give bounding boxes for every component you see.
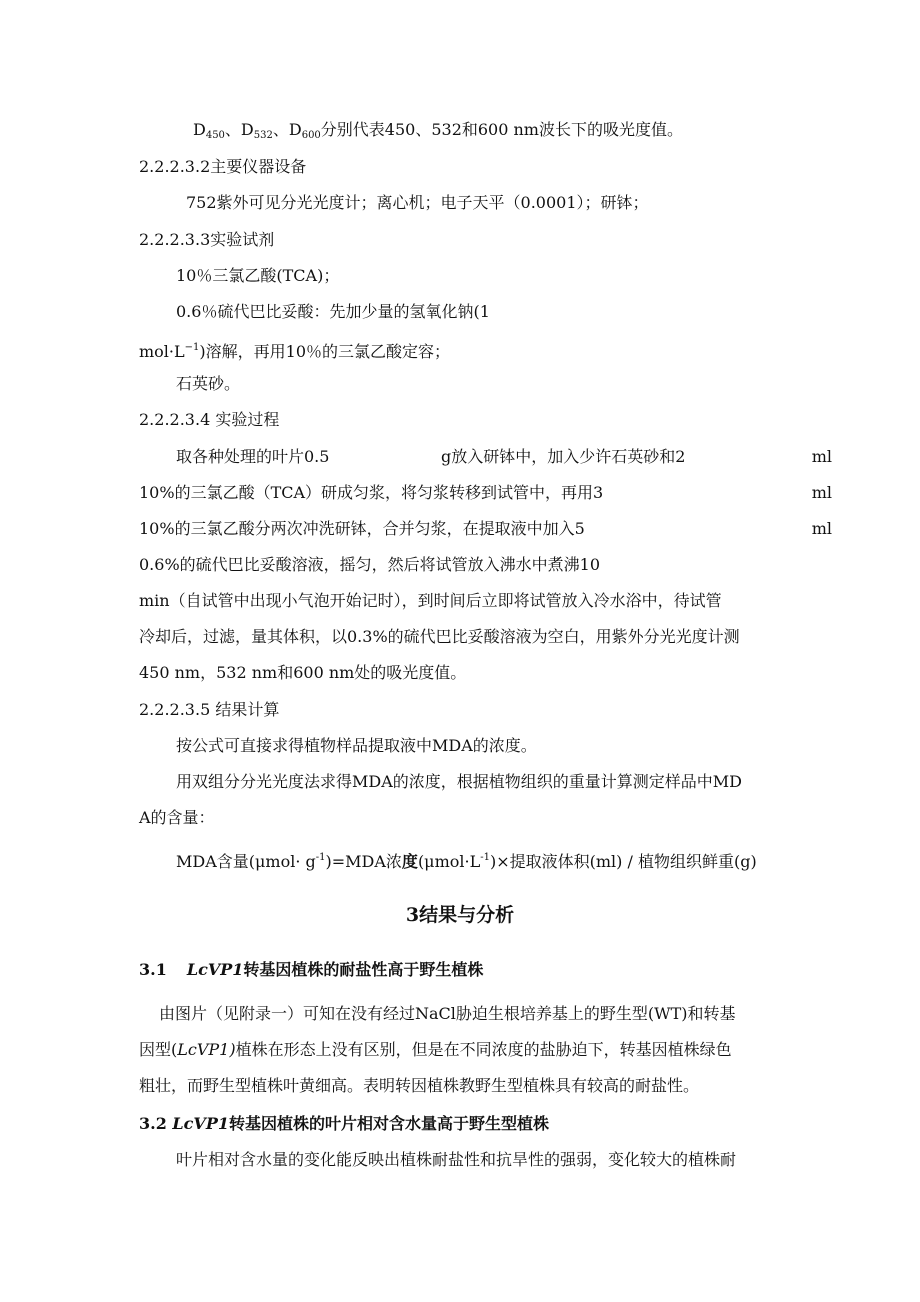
heading-2-2-2-3-4: 2.2.2.3.4 实验过程 (139, 410, 280, 429)
procedure-line-3-unit: ml (811, 519, 832, 538)
section-3-1-line-2: 因型(LcVP1)植株在形态上没有区别，但是在不同浓度的盐胁迫下，转基因植株绿色 (139, 1040, 732, 1059)
procedure-line-1b: g放入研钵中，加入少许石英砂和2 (441, 447, 686, 466)
reagent-tba: 0.6％硫代巴比妥酸：先加少量的氢氧化钠(1 (176, 302, 490, 321)
section-3-1-line-3: 粗壮，而野生型植株叶黄细高。表明转因植株教野生型植株具有较高的耐盐性。 (139, 1076, 700, 1095)
section-3-1-heading: 3.1 LcVP1转基因植株的耐盐性高于野生植株 (139, 960, 484, 979)
instruments-text: 752紫外可见分光光度计；离心机；电子天平（0.0001）；研钵； (186, 193, 649, 212)
section-3-2-heading: 3.2 LcVP1转基因植株的叶片相对含水量高于野生型植株 (139, 1114, 549, 1133)
calculation-line-2: 用双组分分光光度法求得MDA的浓度，根据植物组织的重量计算测定样品中MD (176, 772, 742, 791)
reagent-quartz-sand: 石英砂。 (176, 374, 241, 393)
calculation-line-1: 按公式可直接求得植物样品提取液中MDA的浓度。 (176, 736, 537, 755)
section-3-title: 3结果与分析 (405, 904, 515, 926)
procedure-line-3: 10%的三氯乙酸分两次冲洗研钵，合并匀浆，在提取液中加入5 (139, 519, 585, 538)
mda-formula: MDA含量$(\mu mol\cdot g^{-1})=MDA$浓度$(\mu mol\cdot L^{-1})\times$提取液体积(ml) / 植物组织鲜重(g) (176, 852, 757, 871)
heading-2-2-2-3-2: 2.2.2.3.2主要仪器设备 (139, 157, 307, 176)
procedure-line-6: 冷却后，过滤，量其体积，以0.3%的硫代巴比妥酸溶液为空白，用紫外分光光度计测 (139, 627, 740, 646)
procedure-line-5: min（自试管中出现小气泡开始记时），到时间后立即将试管放入冷水浴中，待试管 (139, 591, 722, 610)
heading-2-2-2-3-3: 2.2.2.3.3实验试剂 (139, 230, 275, 249)
procedure-line-7: 450 nm，532 nm和600 nm处的吸光度值。 (139, 663, 467, 682)
procedure-line-2: 10%的三氯乙酸（TCA）研成匀浆，将匀浆转移到试管中，再用3 (139, 483, 604, 502)
procedure-line-1c: ml (811, 447, 832, 466)
procedure-line-1a: 取各种处理的叶片0.5 (176, 447, 330, 466)
reagent-tba-cont: $mol\cdot L^{-1}$)溶解，再用10％的三氯乙酸定容； (139, 342, 450, 361)
absorbance-definition: $D_{450}$、$D_{532}$、$D_{600}$分别代表450、532和600 nm波长下的吸光度值。 (193, 120, 683, 141)
procedure-line-2-unit: ml (811, 483, 832, 502)
reagent-tca: 10％三氯乙酸(TCA)； (176, 266, 340, 285)
calculation-line-3: A的含量： (139, 808, 215, 827)
heading-2-2-2-3-5: 2.2.2.3.5 结果计算 (139, 700, 280, 719)
section-3-1-line-1: 由图片（见附录一）可知在没有经过NaCl胁迫生根培养基上的野生型(WT)和转基 (159, 1004, 736, 1023)
procedure-line-4: 0.6%的硫代巴比妥酸溶液，摇匀，然后将试管放入沸水中煮沸10 (139, 555, 601, 574)
section-3-2-line-1: 叶片相对含水量的变化能反映出植株耐盐性和抗旱性的强弱，变化较大的植株耐 (176, 1150, 737, 1169)
